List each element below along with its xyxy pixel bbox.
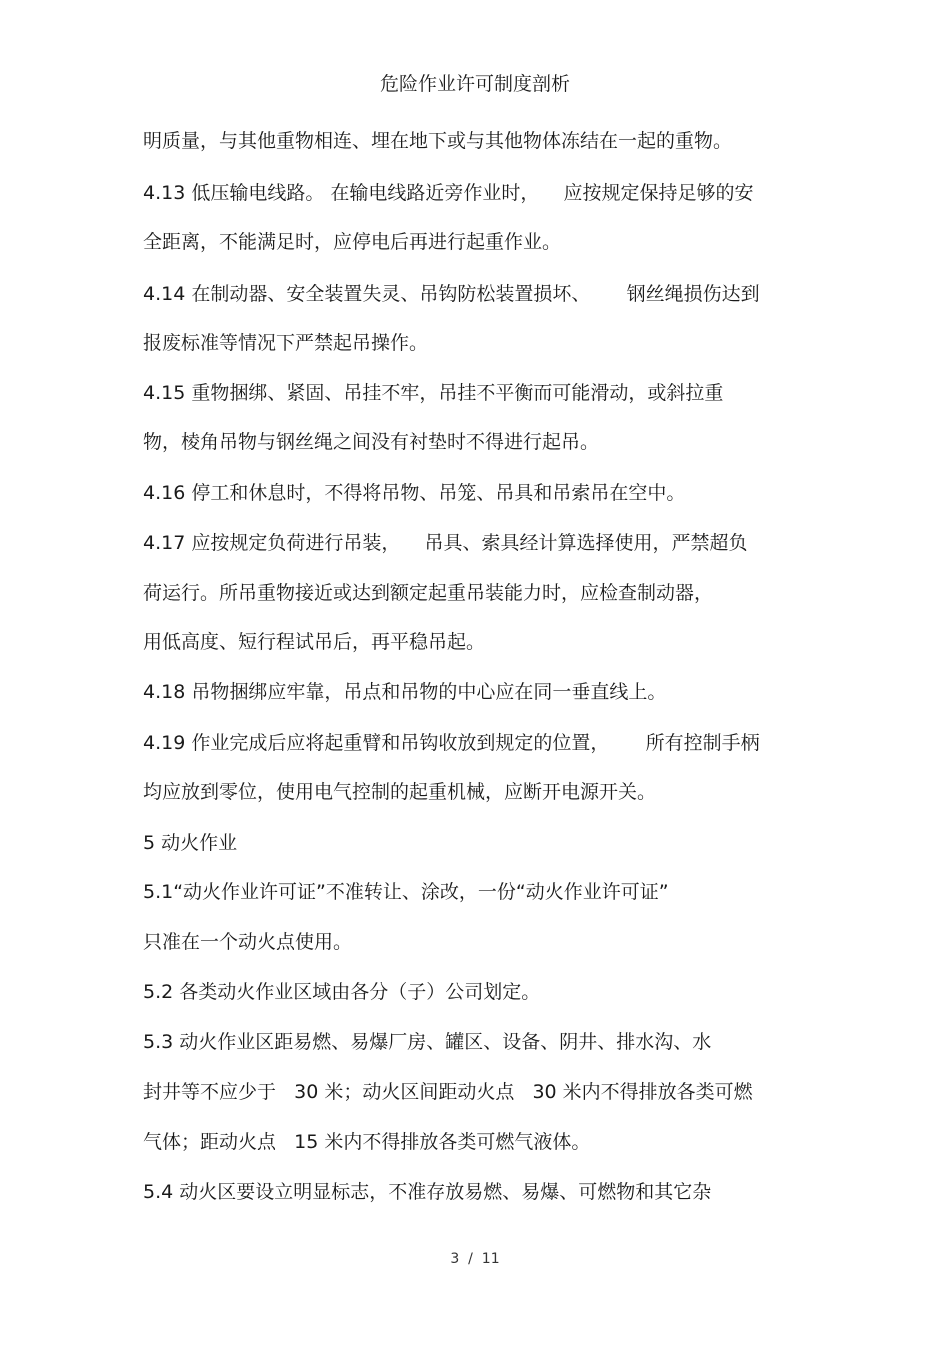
text-line: 4.14 在制动器、安全装置失灵、吊钩防松装置损坏、 钢丝绳损伤达到 xyxy=(143,283,760,305)
text-line: 4.13 低压输电线路。 在输电线路近旁作业时， 应按规定保持足够的安 xyxy=(143,182,754,204)
text-line: 物，棱角吊物与钢丝绳之间没有衬垫时不得进行起吊。 xyxy=(143,431,600,453)
text-line: 5.4 动火区要设立明显标志，不准存放易燃、易爆、可燃物和其它杂 xyxy=(143,1181,712,1203)
text-line: 荷运行。所吊重物接近或达到额定起重吊装能力时，应检查制动器， xyxy=(143,582,714,604)
section-heading: 5 动火作业 xyxy=(143,832,238,854)
text-line: 全距离，不能满足时，应停电后再进行起重作业。 xyxy=(143,231,562,253)
text-line: 均应放到零位，使用电气控制的起重机械，应断开电源开关。 xyxy=(143,781,657,803)
text-line: 5.2 各类动火作业区域由各分（子）公司划定。 xyxy=(143,981,541,1003)
text-line: 4.19 作业完成后应将起重臂和吊钩收放到规定的位置， 所有控制手柄 xyxy=(143,732,760,754)
text-line: 4.15 重物捆绑、紧固、吊挂不牢，吊挂不平衡而可能滑动，或斜拉重 xyxy=(143,382,724,404)
text-line: 气体；距动火点 15 米内不得排放各类可燃气液体。 xyxy=(143,1131,591,1153)
text-line: 报废标准等情况下严禁起吊操作。 xyxy=(143,332,429,354)
text-line: 用低高度、短行程试吊后，再平稳吊起。 xyxy=(143,631,486,653)
text-line: 5.1“动火作业许可证”不准转让、涂改，一份“动火作业许可证” xyxy=(143,881,669,903)
text-line: 明质量，与其他重物相连、埋在地下或与其他物体冻结在一起的重物。 xyxy=(143,130,733,152)
text-line: 只准在一个动火点使用。 xyxy=(143,931,353,953)
text-line: 5.3 动火作业区距易燃、易爆厂房、罐区、设备、阴井、排水沟、水 xyxy=(143,1031,712,1053)
page-title: 危险作业许可制度剖析 xyxy=(379,73,570,95)
text-line: 4.17 应按规定负荷进行吊装， 吊具、索具经计算选择使用，严禁超负 xyxy=(143,532,748,554)
text-line: 4.18 吊物捆绑应牢靠，吊点和吊物的中心应在同一垂直线上。 xyxy=(143,681,667,703)
page-number: 3 / 11 xyxy=(450,1251,500,1267)
text-line: 封井等不应少于 30 米；动火区间距动火点 30 米内不得排放各类可燃 xyxy=(143,1081,753,1103)
text-line: 4.16 停工和休息时，不得将吊物、吊笼、吊具和吊索吊在空中。 xyxy=(143,482,686,504)
